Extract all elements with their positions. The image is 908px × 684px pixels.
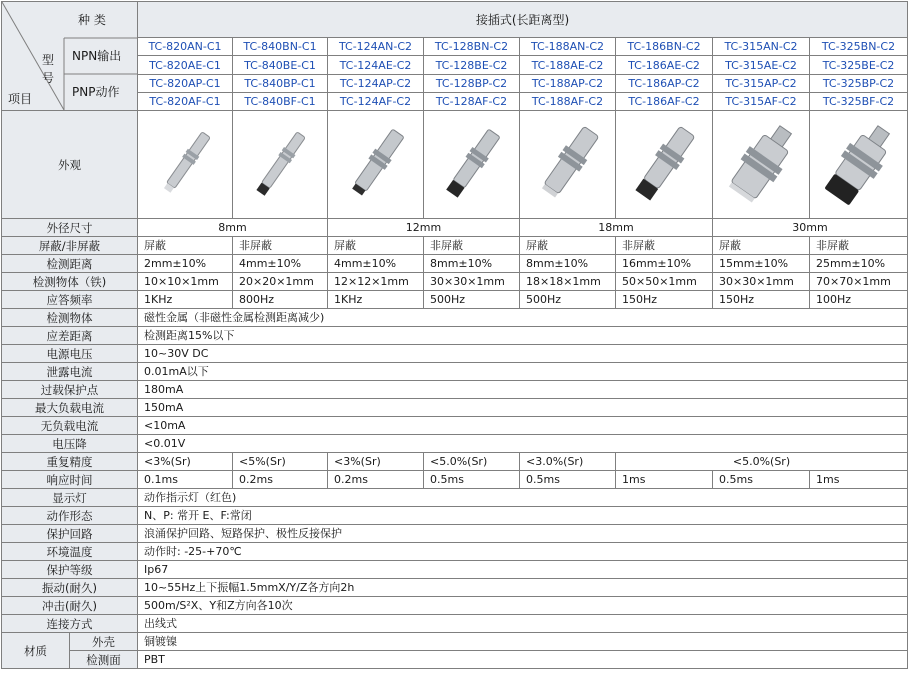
npn-label: NPN输出 — [72, 49, 122, 63]
sensor-image-8mm-unshielded — [233, 111, 328, 219]
row-material-face — [2, 651, 908, 669]
value-cell: 500Hz — [520, 291, 616, 309]
model-cell: TC-315AP-C2 — [713, 74, 810, 92]
value-cell: <3%(Sr) — [328, 453, 424, 471]
row-protection — [2, 525, 908, 543]
model-cell: TC-840BN-C1 — [233, 38, 328, 56]
value-cell: <10mA — [138, 417, 908, 435]
row-vdrop — [2, 435, 908, 453]
value-cell: 1ms — [810, 471, 908, 489]
model-cell: TC-128AF-C2 — [424, 92, 520, 110]
row-distance — [2, 255, 908, 273]
row-temp — [2, 543, 908, 561]
value-cell: 100Hz — [810, 291, 908, 309]
housing-label: 外壳 — [70, 633, 138, 651]
item-label: 项目 — [8, 92, 33, 106]
value-cell: 25mm±10% — [810, 255, 908, 273]
row-ip — [2, 561, 908, 579]
value-cell: 非屏蔽 — [616, 237, 713, 255]
header-diagonal-cell — [2, 2, 138, 111]
value-cell: N、P: 常开 E、F:常闭 — [138, 507, 908, 525]
row-leakage — [2, 363, 908, 381]
value-cell: 8mm±10% — [520, 255, 616, 273]
row-diameter — [2, 219, 908, 237]
row-maxload — [2, 399, 908, 417]
model-cell: TC-325BE-C2 — [810, 56, 908, 74]
row-voltage — [2, 345, 908, 363]
model-cell: TC-124AE-C2 — [328, 56, 424, 74]
value-cell: PBT — [138, 651, 908, 669]
value-cell: <0.01V — [138, 435, 908, 453]
value-cell: 0.2ms — [328, 471, 424, 489]
row-repeat — [2, 453, 908, 471]
value-cell: <3%(Sr) — [138, 453, 233, 471]
material-label: 材质 — [2, 633, 70, 669]
row-label: 电压降 — [2, 435, 138, 453]
model-cell: TC-128BE-C2 — [424, 56, 520, 74]
value-cell: 150mA — [138, 399, 908, 417]
sensor-image-30mm-shielded — [713, 111, 810, 219]
row-object — [2, 309, 908, 327]
row-label: 动作形态 — [2, 507, 138, 525]
value-cell: 0.5ms — [520, 471, 616, 489]
value-cell: 30×30×1mm — [713, 273, 810, 291]
value-cell: 非屏蔽 — [233, 237, 328, 255]
value-cell: <5.0%(Sr) — [616, 453, 908, 471]
value-cell: 15mm±10% — [713, 255, 810, 273]
value-cell: 180mA — [138, 381, 908, 399]
value-cell: 10×10×1mm — [138, 273, 233, 291]
row-material-housing — [2, 633, 908, 651]
row-label: 冲击(耐久) — [2, 597, 138, 615]
value-cell: 磁性金属（非磁性金属检测距离减少) — [138, 309, 908, 327]
row-indicator — [2, 489, 908, 507]
pnp-row-2 — [2, 92, 908, 110]
row-vibration — [2, 579, 908, 597]
row-action — [2, 507, 908, 525]
value-cell: 屏蔽 — [138, 237, 233, 255]
model-cell: TC-188AE-C2 — [520, 56, 616, 74]
row-noload — [2, 417, 908, 435]
row-connection — [2, 615, 908, 633]
value-cell: 检测距离15%以下 — [138, 327, 908, 345]
value-cell: 12×12×1mm — [328, 273, 424, 291]
value-cell: 浪涌保护回路、短路保护、极性反接保护 — [138, 525, 908, 543]
value-cell: 屏蔽 — [328, 237, 424, 255]
value-cell: 12mm — [328, 219, 520, 237]
row-label: 环境温度 — [2, 543, 138, 561]
value-cell: 屏蔽 — [520, 237, 616, 255]
npn-row-2 — [2, 56, 908, 74]
value-cell: 18×18×1mm — [520, 273, 616, 291]
sensor-image-8mm-shielded — [138, 111, 233, 219]
row-label: 保护回路 — [2, 525, 138, 543]
model-cell: TC-188AF-C2 — [520, 92, 616, 110]
value-cell: 30mm — [713, 219, 908, 237]
value-cell: 屏蔽 — [713, 237, 810, 255]
row-shock — [2, 597, 908, 615]
model-cell: TC-186AF-C2 — [616, 92, 713, 110]
model-cell: TC-820AN-C1 — [138, 38, 233, 56]
value-cell: 20×20×1mm — [233, 273, 328, 291]
type-label-2: 号 — [42, 71, 55, 85]
value-cell: 非屏蔽 — [424, 237, 520, 255]
appearance-row — [2, 111, 908, 219]
value-cell: 4mm±10% — [233, 255, 328, 273]
value-cell: 500m/S²X、Y和Z方向各10次 — [138, 597, 908, 615]
model-cell: TC-188AN-C2 — [520, 38, 616, 56]
value-cell: <5%(Sr) — [233, 453, 328, 471]
value-cell: 16mm±10% — [616, 255, 713, 273]
model-cell: TC-128BN-C2 — [424, 38, 520, 56]
value-cell: Ip67 — [138, 561, 908, 579]
row-frequency — [2, 291, 908, 309]
sensor-image-12mm-shielded — [328, 111, 424, 219]
kind-label: 种 类 — [78, 13, 106, 27]
value-cell: 150Hz — [616, 291, 713, 309]
row-label: 屏蔽/非屏蔽 — [2, 237, 138, 255]
row-label: 最大负载电流 — [2, 399, 138, 417]
row-label: 泄露电流 — [2, 363, 138, 381]
value-cell: 30×30×1mm — [424, 273, 520, 291]
value-cell: 500Hz — [424, 291, 520, 309]
model-cell: TC-840BP-C1 — [233, 74, 328, 92]
model-cell: TC-186BN-C2 — [616, 38, 713, 56]
value-cell: 800Hz — [233, 291, 328, 309]
npn-row-1 — [2, 38, 908, 56]
model-cell: TC-124AF-C2 — [328, 92, 424, 110]
sensor-image-30mm-unshielded — [810, 111, 908, 219]
model-cell: TC-325BP-C2 — [810, 74, 908, 92]
row-label: 无负载电流 — [2, 417, 138, 435]
pnp-row-1 — [2, 74, 908, 92]
value-cell: 动作指示灯（红色) — [138, 489, 908, 507]
row-label: 检测物体（铁) — [2, 273, 138, 291]
value-cell: 1KHz — [138, 291, 233, 309]
sensor-image-18mm-unshielded — [616, 111, 713, 219]
sensor-image-12mm-unshielded — [424, 111, 520, 219]
value-cell: 8mm — [138, 219, 328, 237]
value-cell: 0.5ms — [713, 471, 810, 489]
model-cell: TC-186AE-C2 — [616, 56, 713, 74]
row-hysteresis — [2, 327, 908, 345]
model-cell: TC-820AE-C1 — [138, 56, 233, 74]
value-cell: 非屏蔽 — [810, 237, 908, 255]
row-label: 检测物体 — [2, 309, 138, 327]
model-cell: TC-186AP-C2 — [616, 74, 713, 92]
value-cell: 10~30V DC — [138, 345, 908, 363]
sensor-image-18mm-shielded — [520, 111, 616, 219]
group-title: 接插式(长距离型) — [138, 2, 908, 38]
value-cell: 动作时: -25-+70℃ — [138, 543, 908, 561]
model-cell: TC-840BE-C1 — [233, 56, 328, 74]
value-cell: 铜镀镍 — [138, 633, 908, 651]
value-cell: 2mm±10% — [138, 255, 233, 273]
row-label: 过载保护点 — [2, 381, 138, 399]
model-cell: TC-315AE-C2 — [713, 56, 810, 74]
value-cell: 70×70×1mm — [810, 273, 908, 291]
row-label: 重复精度 — [2, 453, 138, 471]
value-cell: 4mm±10% — [328, 255, 424, 273]
value-cell: <5.0%(Sr) — [424, 453, 520, 471]
appearance-label: 外观 — [2, 111, 138, 219]
value-cell: 150Hz — [713, 291, 810, 309]
value-cell: 50×50×1mm — [616, 273, 713, 291]
row-label: 振动(耐久) — [2, 579, 138, 597]
model-cell: TC-325BN-C2 — [810, 38, 908, 56]
value-cell: 1ms — [616, 471, 713, 489]
face-label: 检测面 — [70, 651, 138, 669]
model-cell: TC-128BP-C2 — [424, 74, 520, 92]
row-label: 外径尺寸 — [2, 219, 138, 237]
value-cell: 0.5ms — [424, 471, 520, 489]
model-cell: TC-820AP-C1 — [138, 74, 233, 92]
pnp-label: PNP动作 — [72, 85, 120, 99]
model-cell: TC-820AF-C1 — [138, 92, 233, 110]
row-label: 电源电压 — [2, 345, 138, 363]
row-label: 显示灯 — [2, 489, 138, 507]
type-label-1: 型 — [42, 53, 55, 67]
value-cell: 8mm±10% — [424, 255, 520, 273]
row-label: 连接方式 — [2, 615, 138, 633]
row-label: 检测距离 — [2, 255, 138, 273]
value-cell: 0.1ms — [138, 471, 233, 489]
row-label: 响应时间 — [2, 471, 138, 489]
value-cell: 1KHz — [328, 291, 424, 309]
row-label: 应答频率 — [2, 291, 138, 309]
model-cell: TC-124AN-C2 — [328, 38, 424, 56]
spec-table — [1, 1, 908, 669]
model-cell: TC-840BF-C1 — [233, 92, 328, 110]
row-target — [2, 273, 908, 291]
row-label: 保护等级 — [2, 561, 138, 579]
model-cell: TC-315AN-C2 — [713, 38, 810, 56]
row-response — [2, 471, 908, 489]
model-cell: TC-315AF-C2 — [713, 92, 810, 110]
row-label: 应差距离 — [2, 327, 138, 345]
value-cell: 10~55Hz上下振幅1.5mmX/Y/Z各方向2h — [138, 579, 908, 597]
value-cell: 18mm — [520, 219, 713, 237]
model-cell: TC-124AP-C2 — [328, 74, 424, 92]
value-cell: 0.2ms — [233, 471, 328, 489]
value-cell: 0.01mA以下 — [138, 363, 908, 381]
row-shield — [2, 237, 908, 255]
value-cell: <3.0%(Sr) — [520, 453, 616, 471]
model-cell: TC-188AP-C2 — [520, 74, 616, 92]
value-cell: 出线式 — [138, 615, 908, 633]
row-overload — [2, 381, 908, 399]
model-cell: TC-325BF-C2 — [810, 92, 908, 110]
